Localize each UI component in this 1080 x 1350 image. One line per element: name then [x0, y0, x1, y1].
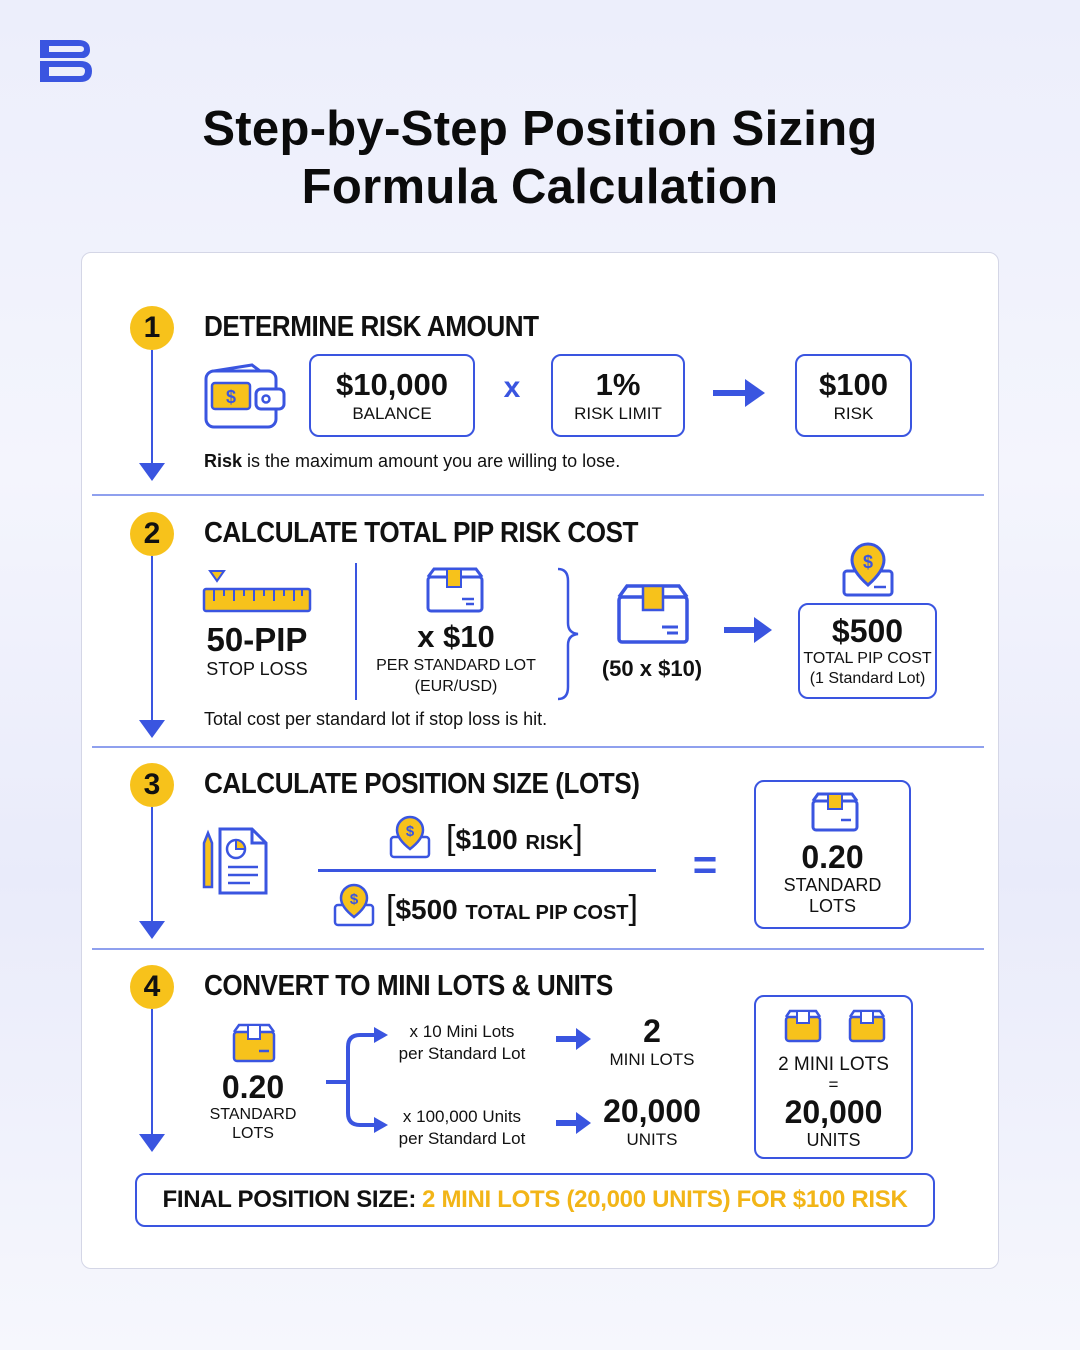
branch1-label: MINI LOTS	[609, 1050, 695, 1069]
infographic-card	[81, 252, 999, 1269]
box-icons-pair	[784, 1009, 888, 1043]
final-value: 2 MINI LOTS (20,000 UNITS) FOR $100 RISK	[422, 1186, 908, 1213]
page-title-line2: Formula Calculation	[301, 160, 779, 214]
svg-text:$: $	[225, 387, 237, 407]
brace-icon	[554, 567, 582, 701]
balance-label: BALANCE	[352, 404, 432, 423]
risk-limit-label: RISK LIMIT	[574, 404, 662, 423]
result-value: 0.20	[801, 839, 864, 875]
box-icon	[232, 1023, 276, 1063]
risk-value: $100	[819, 367, 888, 402]
summary-label: UNITS	[806, 1130, 861, 1150]
step2-badge: 2	[130, 512, 174, 556]
numerator-value: $100	[455, 824, 518, 855]
step1-note	[204, 451, 620, 472]
step1-arrow-down-icon	[139, 463, 165, 481]
svg-text:$: $	[405, 823, 415, 840]
units-result	[582, 1093, 722, 1150]
multiply-sign: x	[503, 371, 521, 404]
source-lots	[193, 1069, 313, 1143]
result-label2: LOTS	[808, 896, 856, 916]
total-label1: TOTAL PIP COST	[803, 650, 932, 667]
money-pin-icon	[332, 883, 376, 929]
balance-value: $10,000	[335, 367, 449, 402]
lot-value: x $10	[417, 619, 495, 654]
src-label1: STANDARD	[209, 1106, 297, 1123]
conversion-summary-box	[754, 995, 913, 1159]
risk-limit-box	[551, 354, 685, 437]
numerator: [$100 RISK]	[446, 819, 583, 857]
final-position-banner	[135, 1173, 935, 1227]
separator-2	[92, 746, 984, 748]
risk-box	[795, 354, 912, 437]
step4-badge: 4	[130, 965, 174, 1009]
step4-flow-line	[151, 1009, 153, 1135]
branch1-line1: x 10 Mini Lots	[409, 1022, 515, 1041]
summary-value: 20,000	[784, 1094, 883, 1130]
summary-eq: =	[828, 1075, 839, 1094]
step2-title: CALCULATE TOTAL PIP RISK COST	[204, 517, 639, 549]
step2-note: Total cost per standard lot if stop loss is hit.	[204, 709, 548, 729]
branch1-line2: per Standard Lot	[398, 1044, 526, 1063]
wallet-icon	[204, 363, 286, 433]
money-pin-icon	[840, 541, 896, 599]
separator-3	[92, 948, 984, 950]
lot-label2: (EUR/USD)	[414, 678, 498, 695]
box-icon	[811, 792, 859, 832]
ruler-icon	[202, 569, 312, 613]
risk-label: RISK	[833, 404, 874, 423]
step4-arrow-down-icon	[139, 1134, 165, 1152]
src-value: 0.20	[221, 1069, 285, 1105]
lot-label1: PER STANDARD LOT	[376, 657, 536, 674]
numerator-label: RISK	[525, 832, 574, 854]
page-title	[0, 100, 1080, 216]
denominator: [$500 TOTAL PIP COST]	[386, 889, 638, 927]
src-label2: LOTS	[232, 1125, 274, 1142]
step3-title: CALCULATE POSITION SIZE (LOTS)	[204, 768, 640, 800]
arrow-right-icon	[556, 1027, 592, 1051]
step3-arrow-down-icon	[139, 921, 165, 939]
step1-note-bold: Risk	[204, 451, 243, 471]
brand-logo-icon	[40, 40, 92, 82]
branch2-line1: x 100,000 Units	[402, 1107, 522, 1126]
pip-value: 50-PIP	[206, 621, 308, 658]
pip-label: STOP LOSS	[206, 659, 308, 679]
step1-flow-line	[151, 350, 153, 464]
step1-title: DETERMINE RISK AMOUNT	[204, 311, 539, 343]
branch2-line2: per Standard Lot	[398, 1129, 526, 1148]
arrow-right-icon	[713, 377, 767, 409]
arrow-right-icon	[724, 615, 774, 645]
money-pin-icon	[388, 815, 432, 861]
svg-text:$: $	[862, 552, 874, 572]
per-lot-value	[365, 619, 547, 697]
separator-1	[92, 494, 984, 496]
svg-text:$: $	[349, 891, 359, 908]
branch2-label: UNITS	[626, 1130, 678, 1149]
step4-title: CONVERT TO MINI LOTS & UNITS	[204, 970, 613, 1002]
branch2-text	[382, 1106, 542, 1150]
total-value: $500	[831, 613, 904, 649]
step2-flow-line	[151, 556, 153, 721]
position-size-box	[754, 780, 911, 929]
mini-lots-result	[592, 1013, 712, 1070]
balance-box	[309, 354, 475, 437]
denominator-value: $500	[395, 894, 458, 925]
pip-stop-loss	[192, 621, 322, 680]
page-title-line1: Step-by-Step Position Sizing	[202, 102, 878, 156]
step2-arrow-down-icon	[139, 720, 165, 738]
summary-line1: 2 MINI LOTS	[778, 1054, 889, 1075]
step1-badge: 1	[130, 306, 174, 350]
equals-sign: =	[692, 841, 718, 888]
box-icon	[426, 567, 484, 613]
risk-limit-value: 1%	[595, 367, 641, 402]
step3-badge: 3	[130, 763, 174, 807]
denominator-label: TOTAL PIP COST	[465, 902, 629, 924]
branch-arrows-icon	[322, 1021, 390, 1139]
step3-flow-line	[151, 807, 153, 922]
calc-text: (50 x $10)	[601, 656, 703, 681]
total-pip-cost-box	[798, 603, 937, 699]
fraction-bar	[318, 869, 656, 872]
final-label: FINAL POSITION SIZE:	[162, 1186, 417, 1213]
step1-note-rest: is the maximum amount you are willing to lose.	[242, 451, 621, 471]
branch1-text	[382, 1021, 542, 1065]
step2-divider	[355, 563, 357, 700]
total-label2: (1 Standard Lot)	[809, 670, 926, 687]
box-icon-large	[616, 583, 690, 645]
branch1-value: 2	[643, 1013, 661, 1049]
result-label1: STANDARD	[783, 875, 882, 895]
branch2-value: 20,000	[603, 1093, 701, 1129]
document-chart-icon	[200, 825, 272, 895]
